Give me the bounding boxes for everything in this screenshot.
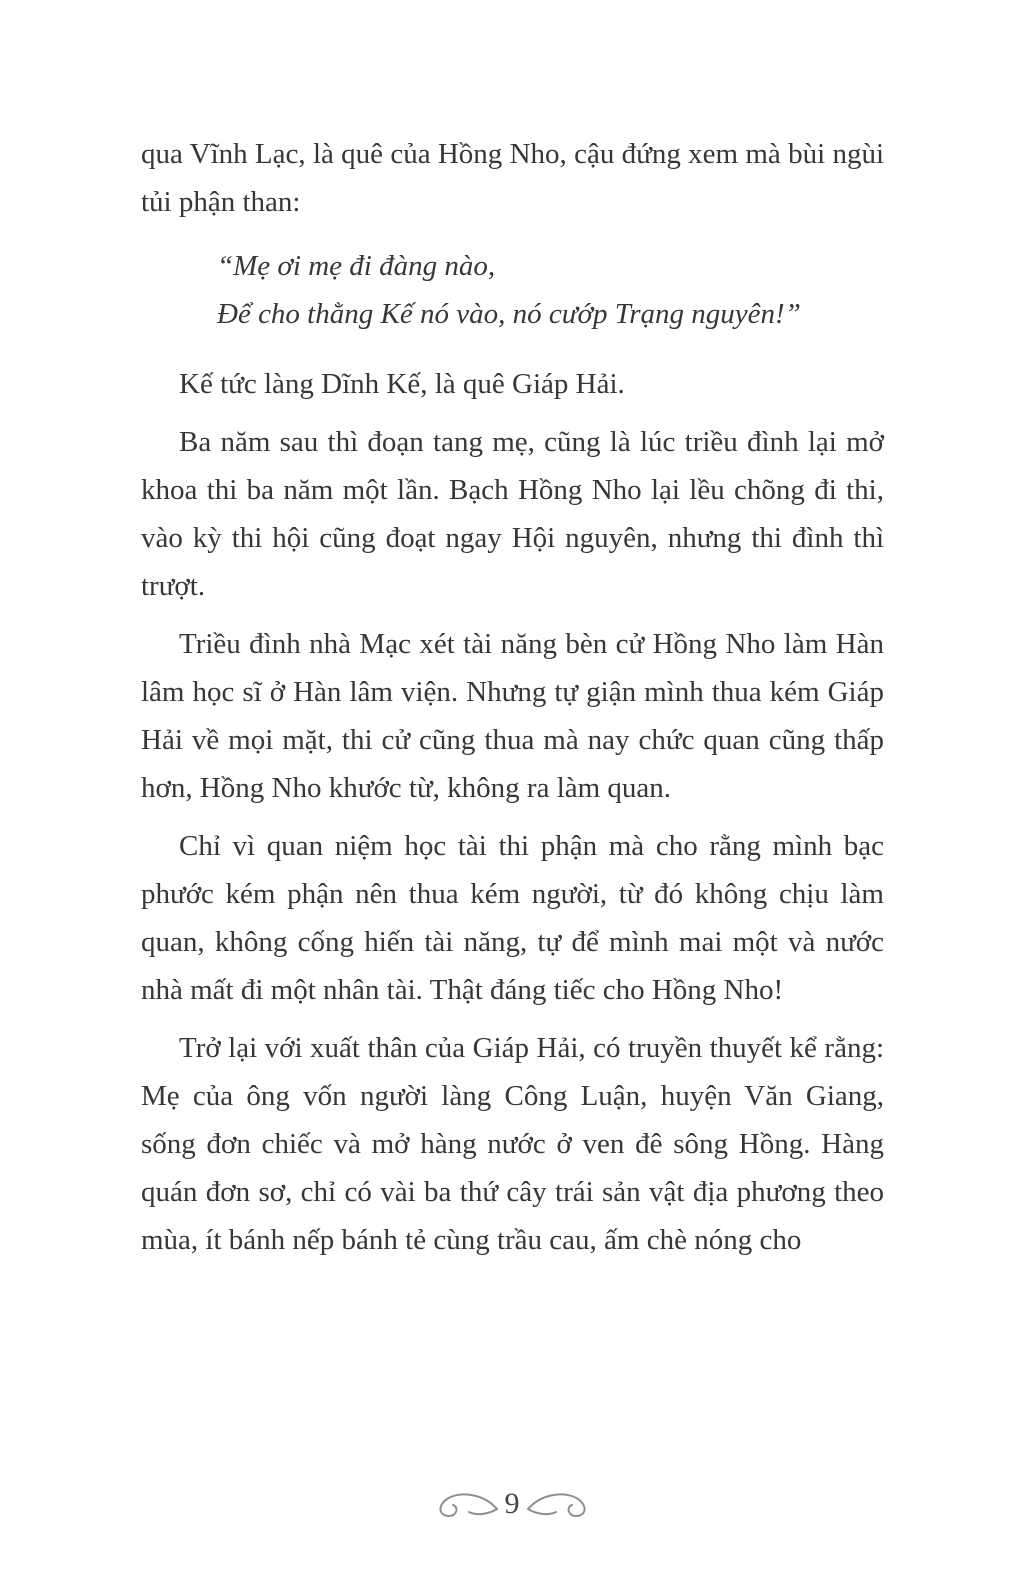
paragraph: Chỉ vì quan niệm học tài thi phận mà cho rằng mình bạc phước kém phận nên thua kém người, từ đó không chịu làm quan, không cống hiến tài năng, tự để mình mai một và nước nhà mất đi một nhân tài. Thật đáng tiếc cho Hồng Nho! xyxy=(141,830,884,1006)
verse-line: Để cho thằng Kế nó vào, nó cướp Trạng nguyên!” xyxy=(217,298,801,330)
page-number: 9 xyxy=(504,1487,520,1520)
page-footer xyxy=(0,1485,1024,1523)
paragraph: Ba năm sau thì đoạn tang mẹ, cũng là lúc triều đình lại mở khoa thi ba năm một lần. Bạch Hồng Nho lại lều chõng đi thi, vào kỳ thi hội cũng đoạt ngay Hội nguyên, nhưng thi đình thì trượt. xyxy=(141,426,884,602)
cloud-ornament-icon xyxy=(526,1485,598,1523)
cloud-ornament-icon xyxy=(427,1485,499,1523)
verse-line: “Mẹ ơi mẹ đi đàng nào, xyxy=(217,250,496,282)
verse-block xyxy=(217,242,884,338)
paragraph: Triều đình nhà Mạc xét tài năng bèn cử Hồng Nho làm Hàn lâm học sĩ ở Hàn lâm viện. Nhưng tự giận mình thua kém Giáp Hải về mọi mặt, thi cử cũng thua mà nay chức quan cũng thấp hơn, Hồng Nho khước từ, không ra làm quan. xyxy=(141,628,884,804)
text-block xyxy=(141,130,884,1274)
paragraph: Trở lại với xuất thân của Giáp Hải, có truyền thuyết kể rằng: Mẹ của ông vốn người làng Công Luận, huyện Văn Giang, sống đơn chiếc và mở hàng nước ở ven đê sông Hồng. Hàng quán đơn sơ, chỉ có vài ba thứ cây trái sản vật địa phương theo mùa, ít bánh nếp bánh tẻ cùng trầu cau, ấm chè nóng cho xyxy=(141,1032,884,1256)
paragraph: Kế tức làng Dĩnh Kế, là quê Giáp Hải. xyxy=(179,368,625,400)
paragraph-opening: qua Vĩnh Lạc, là quê của Hồng Nho, cậu đứng xem mà bùi ngùi tủi phận than: xyxy=(141,138,884,218)
